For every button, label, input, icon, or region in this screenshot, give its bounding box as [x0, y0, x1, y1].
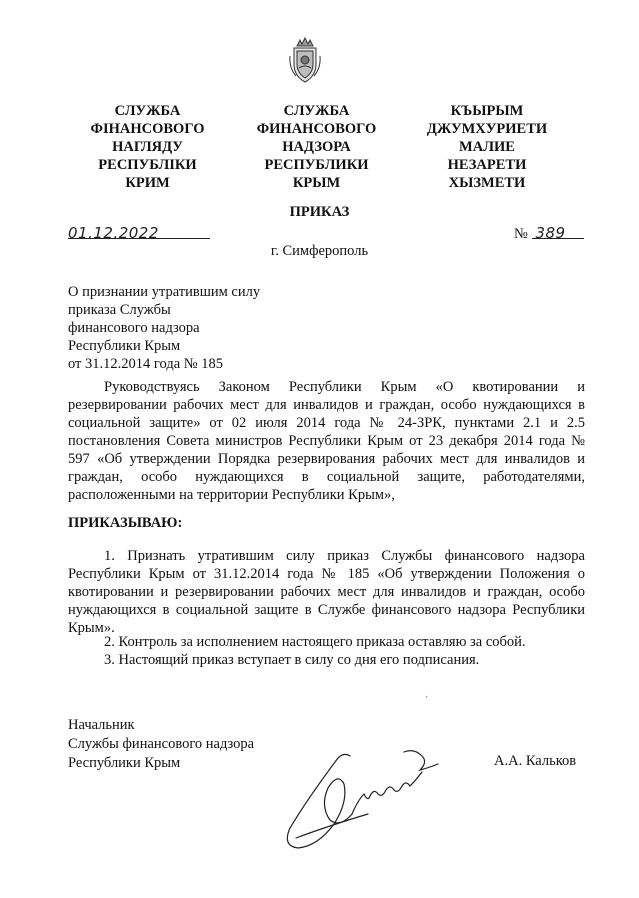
header-line: ФІНАНСОВОГО [90, 121, 205, 137]
header-line: ДЖУМХУРИЕТИ [426, 121, 548, 137]
document-subject [68, 283, 260, 373]
document-number: 389 [535, 224, 566, 242]
signatory-name: А.А. Кальков [494, 753, 577, 769]
subject-line: О признании утратившим силу [68, 284, 261, 300]
subject-line: приказа Службы [68, 302, 171, 318]
header-line: НАГЛЯДУ [112, 139, 183, 155]
header-line: ФИНАНСОВОГО [256, 121, 377, 137]
header-line: РЕСПУБЛІКИ [98, 157, 197, 173]
subject-line: от 31.12.2014 года № 185 [68, 356, 223, 372]
subject-line: Республики Крым [68, 338, 181, 354]
document-title: ПРИКАЗ [289, 204, 350, 220]
subject-line: финансового надзора [68, 320, 200, 336]
stray-mark: ˌ [425, 686, 429, 698]
header-line: НЕЗАРЕТИ [447, 157, 527, 173]
document-number-block [514, 224, 566, 243]
position-line: Начальник [68, 717, 135, 733]
header-line: НАДЗОРА [282, 139, 351, 155]
header-line: КЪЫРЫМ [450, 103, 524, 119]
header-line: ХЫЗМЕТИ [448, 175, 526, 191]
signatory-position [68, 716, 254, 773]
header-line: РЕСПУБЛИКИ [264, 157, 369, 173]
document-city: г. Симферополь [270, 243, 369, 259]
number-prefix: № [514, 226, 528, 242]
order-heading: ПРИКАЗЫВАЮ: [68, 515, 183, 531]
handwritten-signature-icon [278, 728, 446, 860]
header-line: КРЫМ [292, 175, 341, 191]
header-ukrainian [75, 102, 220, 192]
order-item-2: 2. Контроль за исполнением настоящего приказа оставляю за собой. [104, 634, 526, 650]
header-crimean-tatar [412, 102, 562, 192]
document-date: 01.12.2022 [68, 224, 159, 242]
header-line: КРИМ [125, 175, 170, 191]
position-line: Службы финансового надзора [68, 736, 255, 752]
header-russian [244, 102, 389, 192]
date-underline [68, 238, 210, 239]
crimea-coat-of-arms-icon [288, 36, 322, 84]
order-item-3: 3. Настоящий приказ вступает в силу со дня его подписания. [104, 652, 480, 668]
preamble-paragraph: Руководствуясь Законом Республики Крым «О квотировании и резервировании рабочих мест для инвалидов и граждан, особо нуждающихся в социальной защите» от 02 июля 2014 года № 24-ЗРК, пунктами 2.1 и 2.5 постановления Совета министров Республики Крым от 23 декабря 2014 года № 597 «Об утверждении Порядка резервирования рабочих мест для инвалидов и граждан, особо нуждающихся в социальной защите, работодателями, расположенными на территории Республики Крым», [68, 379, 585, 503]
header-line: СЛУЖБА [114, 103, 181, 119]
number-underline [532, 238, 584, 239]
position-line: Республики Крым [68, 755, 181, 771]
order-item-1: 1. Признать утратившим силу приказ Службы финансового надзора Республики Крым от 31.12.2014 года № 185 «Об утверждении Положения о квотировании и резервировании рабочих мест для инвалидов и граждан, особо нуждающихся в социальной защите в Службе финансового надзора Республики Крым». [68, 548, 585, 636]
header-line: СЛУЖБА [283, 103, 350, 119]
header-line: МАЛИЕ [459, 139, 515, 155]
